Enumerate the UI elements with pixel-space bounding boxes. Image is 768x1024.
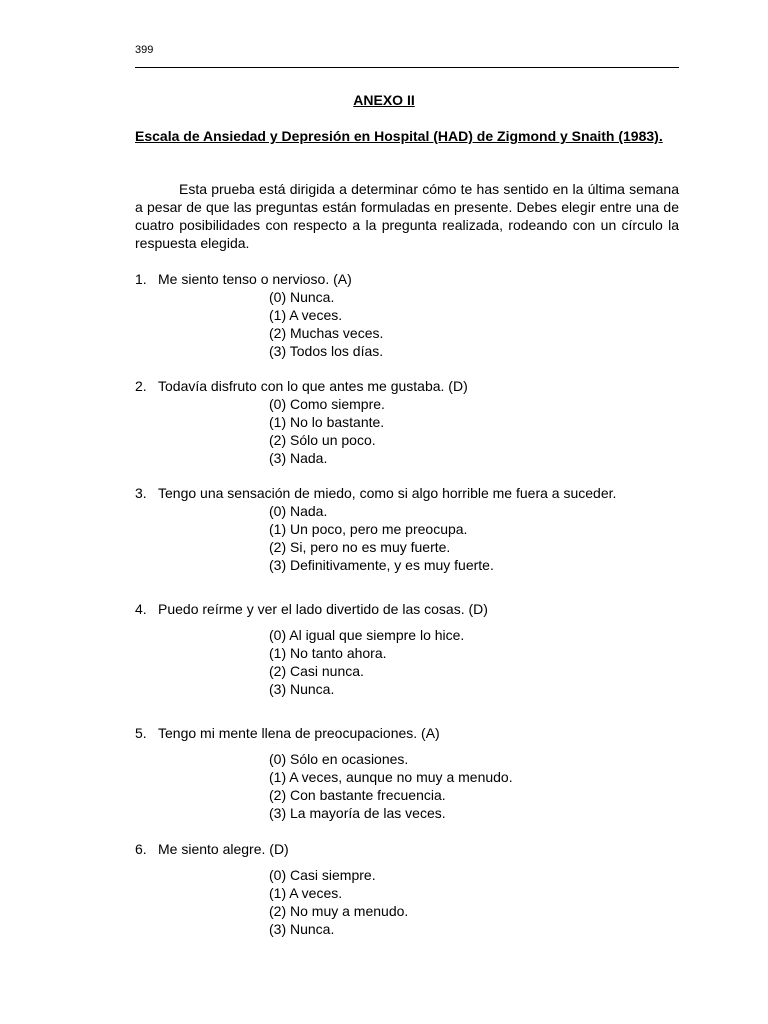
answer-option[interactable]: (0) Sólo en ocasiones. <box>269 751 409 767</box>
answer-option[interactable]: (2) Sólo un poco. <box>269 432 376 448</box>
question-number: 1. <box>135 271 147 287</box>
question-number: 5. <box>135 725 147 741</box>
answer-option[interactable]: (0) Nada. <box>269 503 328 519</box>
question-5 <box>135 724 679 822</box>
question-number: 3. <box>135 485 147 501</box>
question-line <box>135 484 679 502</box>
answer-option[interactable]: (2) Si, pero no es muy fuerte. <box>269 539 451 555</box>
question-text: Me siento tenso o nervioso. (A) <box>158 271 352 287</box>
answer-options <box>269 288 679 360</box>
answer-option[interactable]: (0) Como siempre. <box>269 396 385 412</box>
answer-option[interactable]: (0) Nunca. <box>269 289 335 305</box>
annex-title: ANEXO II <box>353 92 415 108</box>
answer-option[interactable]: (2) Muchas veces. <box>269 325 384 341</box>
question-line <box>135 600 679 618</box>
question-text: Puedo reírme y ver el lado divertido de las cosas. (D) <box>158 601 488 617</box>
answer-option[interactable]: (3) La mayoría de las veces. <box>269 805 446 821</box>
answer-option[interactable]: (0) Casi siempre. <box>269 867 376 883</box>
page-number: 399 <box>135 44 154 56</box>
question-text: Todavía disfruto con lo que antes me gustaba. (D) <box>158 378 468 394</box>
question-number: 6. <box>135 841 147 857</box>
question-1 <box>135 270 679 360</box>
question-line <box>135 840 679 858</box>
answer-options <box>269 866 679 938</box>
question-line <box>135 377 679 395</box>
question-number: 2. <box>135 378 147 394</box>
question-6 <box>135 840 679 938</box>
question-line <box>135 270 679 288</box>
answer-options <box>269 502 679 574</box>
answer-option[interactable]: (2) No muy a menudo. <box>269 903 409 919</box>
answer-option[interactable]: (3) Nunca. <box>269 921 335 937</box>
answer-options <box>269 750 679 822</box>
answer-option[interactable]: (2) Con bastante frecuencia. <box>269 787 446 803</box>
question-text: Tengo una sensación de miedo, como si algo horrible me fuera a suceder. <box>158 485 617 501</box>
answer-option[interactable]: (3) Nunca. <box>269 681 335 697</box>
question-number: 4. <box>135 601 147 617</box>
answer-option[interactable]: (1) A veces, aunque no muy a menudo. <box>269 769 513 785</box>
answer-options <box>269 626 679 698</box>
answer-option[interactable]: (1) No lo bastante. <box>269 414 385 430</box>
answer-option[interactable]: (1) Un poco, pero me preocupa. <box>269 521 468 537</box>
document-title: Escala de Ansiedad y Depresión en Hospital (HAD) de Zigmond y Snaith (1983). <box>135 128 663 144</box>
question-2 <box>135 377 679 467</box>
question-text: Tengo mi mente llena de preocupaciones. (A) <box>158 725 440 741</box>
header-rule <box>135 67 679 68</box>
answer-option[interactable]: (3) Definitivamente, y es muy fuerte. <box>269 557 494 573</box>
answer-option[interactable]: (2) Casi nunca. <box>269 663 364 679</box>
answer-option[interactable]: (1) A veces. <box>269 885 343 901</box>
question-text: Me siento alegre. (D) <box>158 841 289 857</box>
answer-option[interactable]: (1) No tanto ahora. <box>269 645 387 661</box>
question-4 <box>135 600 679 698</box>
answer-option[interactable]: (1) A veces. <box>269 307 343 323</box>
answer-options <box>269 395 679 467</box>
intro-paragraph: Esta prueba está dirigida a determinar cómo te has sentido en la última semana a pesar de que las preguntas están formuladas en presente. Debes elegir entre una de cuatro posibilidades con respecto a la pregunta realizada, rodeando con un círculo la respuesta elegida. <box>135 181 679 251</box>
answer-option[interactable]: (3) Todos los días. <box>269 343 384 359</box>
answer-option[interactable]: (3) Nada. <box>269 450 328 466</box>
answer-option[interactable]: (0) Al igual que siempre lo hice. <box>269 627 465 643</box>
question-3 <box>135 484 679 574</box>
question-line <box>135 724 679 742</box>
